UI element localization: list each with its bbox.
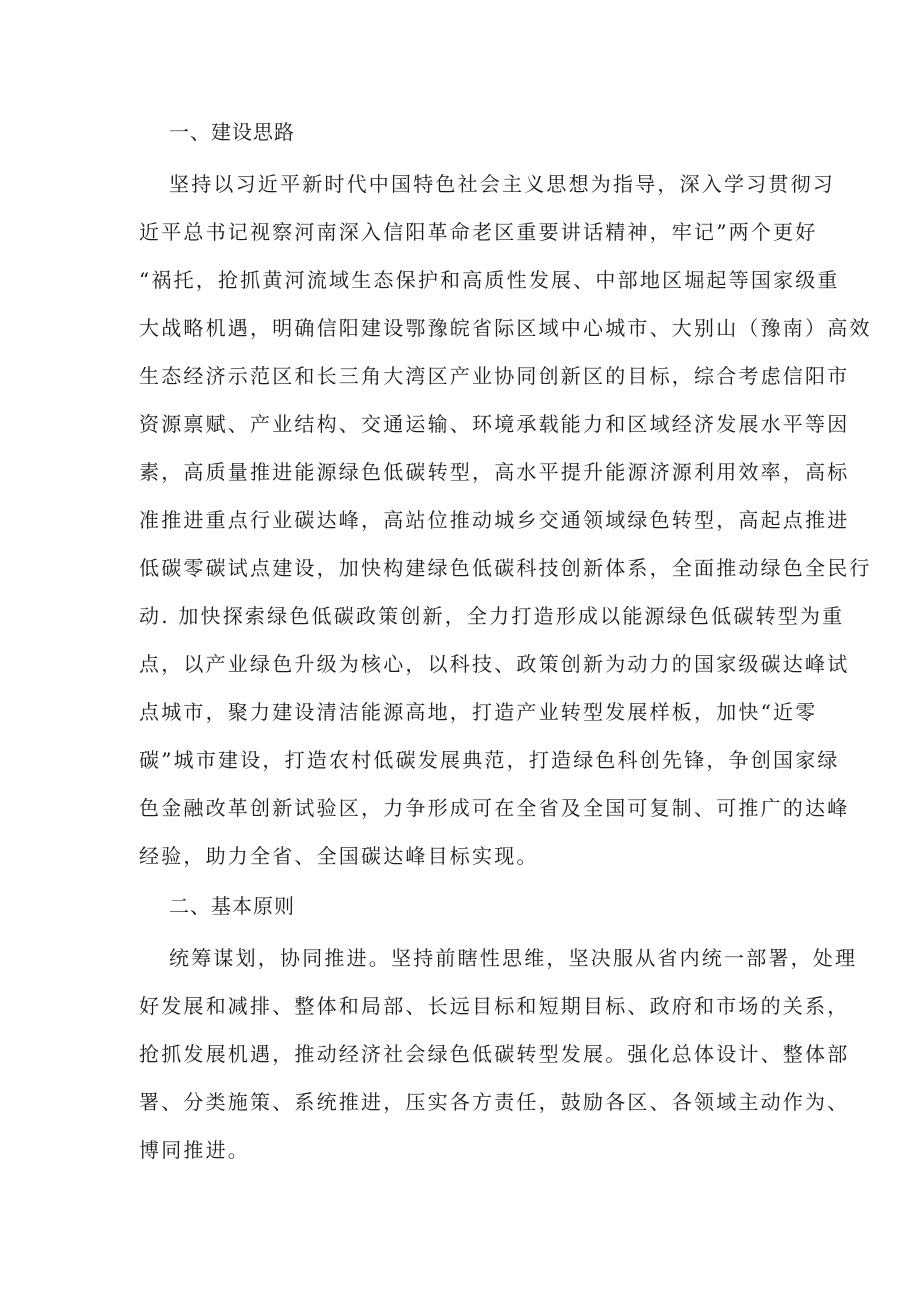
text-line: 动. 加快探索绿色低碳政策创新，全力打造形成以能源绿色低碳转型为重	[139, 604, 845, 628]
text-line: 点城市，聚力建设清洁能源高地，打造产业转型发展样板，加快“近零	[139, 700, 818, 724]
text-line: 统筹谋划，协同推进。坚持前瞎性思维，坚决服从省内统一部署，处理	[169, 946, 858, 970]
text-line: 好发展和减排、整体和局部、长远目标和短期目标、政府和市场的关系，	[139, 994, 850, 1018]
text-line: 素，高质量推进能源绿色低碳转型，高水平提升能源济源利用效率，高标	[139, 460, 850, 484]
text-line: “祸托，抢抓黄河流域生态保护和高质性发展、中部地区堀起等国家级重	[139, 268, 840, 292]
text-line: 经验，助力全省、全国碳达峰目标实现。	[139, 844, 539, 868]
text-line: 准推进重点行业碳达峰，高站位推动城乡交通领域绿色转型，高起点推进	[139, 508, 850, 532]
text-line: 点，以产业绿色升级为核心，以科技、政策创新为动力的国家级碳达峰试	[139, 652, 850, 676]
text-line: 碳”城市建设，打造农村低碳发展典范，打造绿色科创先锋，争创国家绿	[139, 748, 840, 772]
text-line: 资源禀赋、产业结构、交通运输、环境承载能力和区域经济发展水平等因	[139, 412, 850, 436]
text-line: 生态经济示范区和长三角大湾区产业协同创新区的目标，综合考虑信阳市	[139, 364, 850, 388]
text-line: 低碳零碳试点建设，加快构建绿色低碳科技创新体系，全面推动绿色全民行	[139, 556, 872, 580]
text-line: 近平总书记视察河南深入信阳革命老区重要讲话精神，牢记”两个更好	[139, 220, 818, 244]
text-line: 抢抓发展机遇，推动经济社会绿色低碳转型发展。强化总体设计、整体部	[139, 1042, 850, 1066]
section-heading-construction-approach: 一、建设思路	[169, 120, 295, 144]
paragraph-construction-approach	[139, 160, 872, 880]
text-line: 博同推进。	[139, 1138, 250, 1162]
text-line: 坚持以习近平新时代中国特色社会主义思想为指导，深入学习贯彻习	[169, 172, 835, 196]
text-line: 署、分类施策、系统推进，压实各方责任，鼓励各区、各领域主动作为、	[139, 1090, 850, 1114]
section-heading-basic-principles: 二、基本原则	[169, 894, 295, 918]
text-line: 色金融改革创新试验区，力争形成可在全省及全国可复制、可推广的达峰	[139, 796, 850, 820]
paragraph-basic-principles	[139, 934, 858, 1174]
document-body	[139, 110, 872, 1174]
text-line: 大战略机遇，明确信阳建设鄂豫皖省际区域中心城市、大别山（豫南）高效	[139, 316, 872, 340]
